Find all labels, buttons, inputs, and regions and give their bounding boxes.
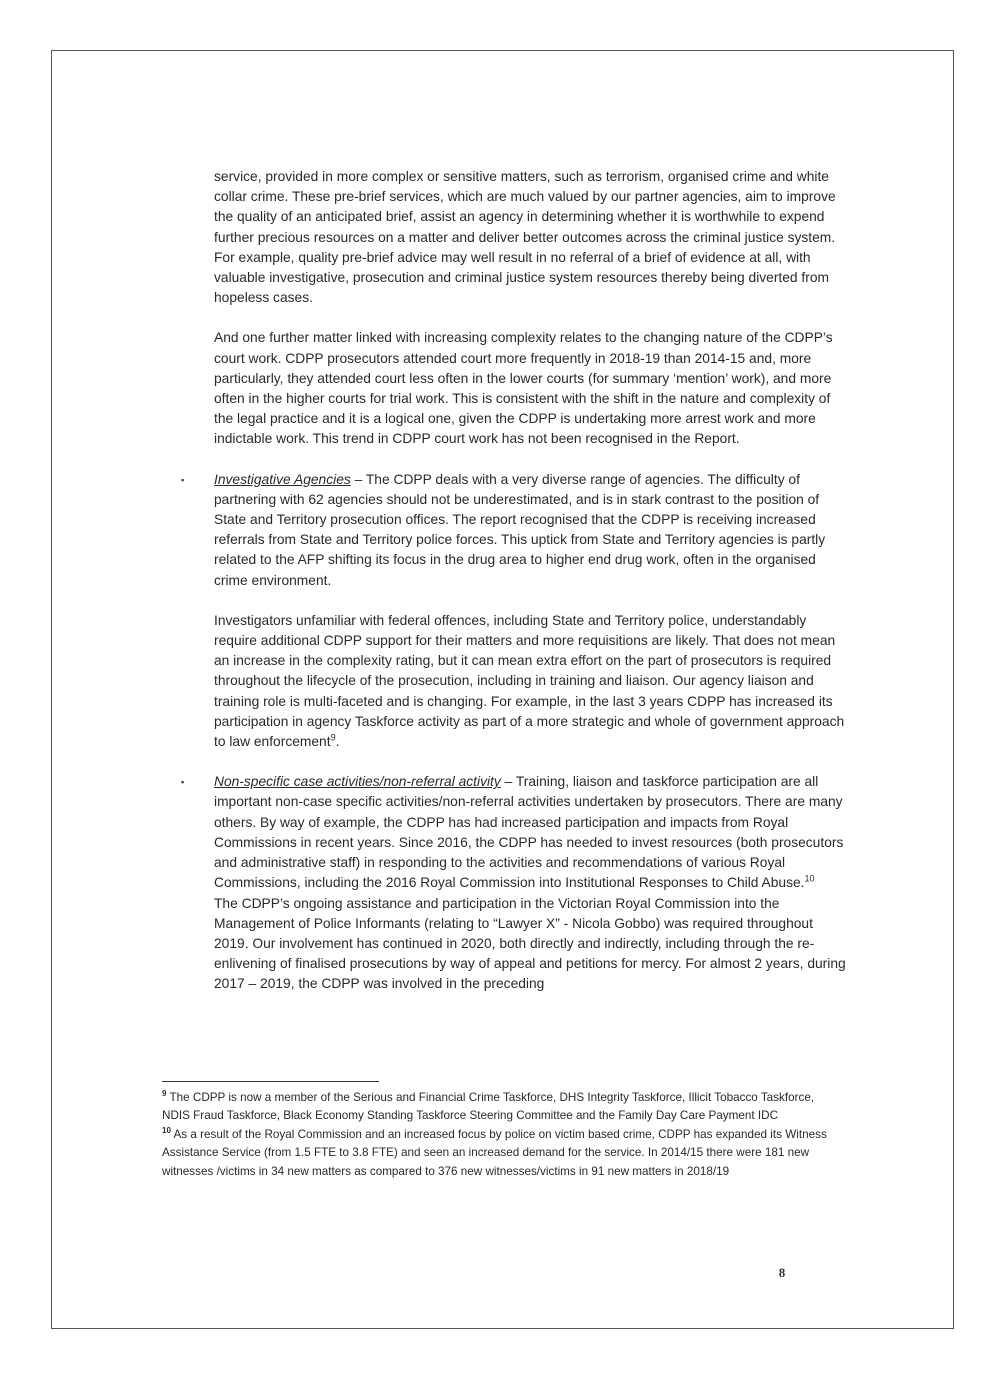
bullet-marker: ▪ — [181, 474, 185, 485]
footnote-text: As a result of the Royal Commission and an increased focus by police on victim based crime, CDPP has expanded its Witness Assistance Service (from 1.5 FTE to 3.8 FTE) and seen an increased demand for the service. In 2014/15 there were 181 new witnesses /victims in 34 new matters as compared to 376 new witnesses/victims in 91 new matters in 2018/19 — [162, 1127, 827, 1178]
bullet-investigative-agencies — [181, 470, 850, 753]
bullet-heading: Investigative Agencies — [214, 471, 351, 487]
bullet-text: – The CDPP deals with a very diverse range of agencies. The difficulty of partnering with 62 agencies should not be underestimated, and is in stark contrast to the position of State and Territory prosecution offices. The report recognised that the CDPP is receiving increased referrals from State and Territory police forces. This uptick from State and Territory agencies is partly related to the AFP shifting its focus in the drug area to higher end drug work, often in the organised crime environment. — [214, 471, 826, 588]
paragraph-investigators — [214, 611, 850, 752]
bullet-paragraph — [214, 470, 850, 591]
bullet-non-specific-activities — [181, 772, 850, 994]
footnote-number: 9 — [162, 1089, 167, 1099]
body-content — [181, 167, 850, 995]
page-number: 8 — [778, 1265, 786, 1280]
paragraph-prebrief: service, provided in more complex or sensitive matters, such as terrorism, organised crime and white collar crime. These pre-brief services, which are much valued by our partner agencies, aim to improve the quality of an anticipated brief, assist an agency in determining whether it is worthwhile to expend further precious resources on a matter and deliver better outcomes across the criminal justice system. For example, quality pre-brief advice may well result in no referral of a brief of evidence at all, with valuable investigative, prosecution and criminal justice system resources thereby being diverted from hopeless cases. — [214, 169, 836, 306]
sentence-end: . — [335, 734, 340, 750]
bullet-text: – Training, liaison and taskforce participation are all important non-case specific activities/non-referral activities undertaken by prosecutors. There are many others. By way of example, the CDPP has had increased participation and impacts from Royal Commissions in recent years. Since 2016, the CDPP has needed to invest resources (both prosecutors and administrative staff) in responding to the activities and recommendations of various Royal Commissions, including the 2016 Royal Commission into Institutional Responses to Child Abuse. — [214, 774, 844, 891]
bullet-paragraph — [214, 772, 850, 893]
footnote-9 — [162, 1089, 832, 1126]
footnote-text: The CDPP is now a member of the Serious and Financial Crime Taskforce, DHS Integrity Taskforce, Illicit Tobacco Taskforce, NDIS Fraud Taskforce, Black Economy Standing Taskforce Steering Committee and the Family Day Care Payment IDC — [162, 1091, 815, 1123]
footnote-ref-10[interactable]: 10 — [804, 873, 815, 884]
footnote-ref-9[interactable]: 9 — [330, 732, 336, 743]
paragraph-court-work: And one further matter linked with increasing complexity relates to the changing nature of the CDPP’s court work. CDPP prosecutors attended court more frequently in 2018-19 than 2014-15 and, more particularly, they attended court less often in the lower courts (for summary ‘mention’ work), and more often in the higher courts for trial work. This is consistent with the shift in the nature and complexity of the legal practice and it is a logical one, given the CDPP is undertaking more arrest work and more indictable work. This trend in CDPP court work has not been recognised in the Report. — [214, 330, 833, 447]
footnote-10 — [162, 1126, 832, 1181]
paragraph-investigators-text: Investigators unfamiliar with federal offences, including State and Territory police, understandably require additional CDPP support for their matters and more requisitions are likely. That does not mean an increase in the complexity rating, but it can mean extra effort on the part of prosecutors is required throughout the lifecycle of the prosecution, including in training and liaison. Our agency liaison and training role is multi-faceted and is changing. For example, in the last 3 years CDPP has increased its participation in agency Taskforce activity as part of a more strategic and whole of government approach to law enforcement — [214, 612, 845, 750]
footnote-separator — [162, 1081, 379, 1082]
paragraph-victorian-royal-commission: The CDPP’s ongoing assistance and participation in the Victorian Royal Commission into the Management of Police Informants (relating to “Lawyer X” - Nicola Gobbo) was required throughout 2019. Our involvement has continued in 2020, both directly and indirectly, including through the re-enlivening of finalised prosecutions by way of appeal and petitions for mercy. For almost 2 years, during 2017 – 2019, the CDPP was involved in the preceding — [214, 895, 846, 992]
bullet-marker: ▪ — [181, 777, 185, 788]
bullet-heading: Non-specific case activities/non-referral activity — [214, 774, 501, 790]
footnotes — [162, 1089, 832, 1181]
footnote-number: 10 — [162, 1125, 171, 1135]
